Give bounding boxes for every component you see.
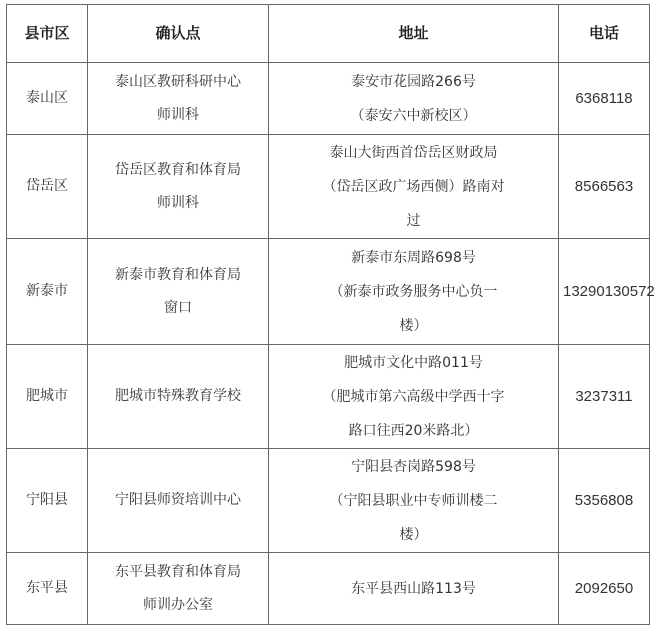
table-row: [7, 553, 650, 625]
address-line: （岱岳区政广场西侧）路南对: [322, 178, 505, 195]
address-line: （宁阳县职业中专师训楼二: [329, 492, 498, 509]
table-row: [7, 63, 650, 135]
point-cell: [88, 553, 269, 625]
address-line: 过: [406, 212, 421, 229]
address-line: 宁阳县杏岗路598号: [351, 458, 476, 475]
point-line: 东平县教育和体育局: [115, 563, 241, 580]
point-cell: [88, 449, 269, 553]
county-cell: 东平县: [7, 553, 88, 625]
address-line: 东平县西山路113号: [351, 580, 476, 597]
table-row: [7, 449, 650, 553]
address-cell: [269, 135, 559, 239]
point-line: 师训科: [157, 106, 199, 123]
header-address: 地址: [269, 5, 559, 63]
confirmation-points-table: [6, 4, 655, 625]
point-cell: [88, 239, 269, 345]
table-row: [7, 239, 650, 345]
point-cell: [88, 345, 269, 449]
point-line: 岱岳区教育和体育局: [115, 161, 241, 178]
header-point: 确认点: [88, 5, 269, 63]
county-cell: 肥城市: [7, 345, 88, 449]
county-cell: 宁阳县: [7, 449, 88, 553]
address-line: 新泰市东周路698号: [351, 249, 476, 266]
address-line: 泰山大街西首岱岳区财政局: [329, 144, 498, 161]
address-cell: [269, 345, 559, 449]
point-line: 宁阳县师资培训中心: [115, 492, 241, 508]
address-line: 肥城市文化中路011号: [344, 354, 483, 371]
point-cell: [88, 135, 269, 239]
address-line: 楼）: [399, 317, 428, 334]
point-line: 泰山区教研科研中心: [115, 73, 241, 90]
table-row: [7, 135, 650, 239]
header-row: [7, 5, 650, 63]
header-phone: 电话: [559, 5, 650, 63]
address-line: （泰安六中新校区）: [350, 107, 477, 124]
phone-cell: 8566563: [559, 135, 650, 239]
phone-cell: 13290130572: [559, 239, 650, 345]
point-line: 新泰市教育和体育局: [115, 266, 241, 283]
phone-cell: 3237311: [559, 345, 650, 449]
address-line: （新泰市政务服务中心负一: [329, 283, 498, 300]
address-cell: [269, 239, 559, 345]
address-line: （肥城市第六高级中学西十字: [322, 388, 505, 405]
point-line: 窗口: [164, 299, 192, 316]
point-line: 师训办公室: [143, 596, 213, 613]
phone-cell: 5356808: [559, 449, 650, 553]
address-cell: [269, 449, 559, 553]
table-row: [7, 345, 650, 449]
phone-cell: 2092650: [559, 553, 650, 625]
county-cell: 岱岳区: [7, 135, 88, 239]
point-cell: [88, 63, 269, 135]
point-line: 师训科: [157, 194, 199, 211]
address-cell: [269, 553, 559, 625]
address-line: 路口往西20米路北）: [348, 422, 479, 439]
header-county: 县市区: [7, 5, 88, 63]
county-cell: 新泰市: [7, 239, 88, 345]
county-cell: 泰山区: [7, 63, 88, 135]
point-line: 肥城市特殊教育学校: [115, 388, 241, 404]
phone-cell: 6368118: [559, 63, 650, 135]
address-line: 泰安市花园路266号: [351, 73, 476, 90]
address-line: 楼）: [399, 526, 428, 543]
address-cell: [269, 63, 559, 135]
